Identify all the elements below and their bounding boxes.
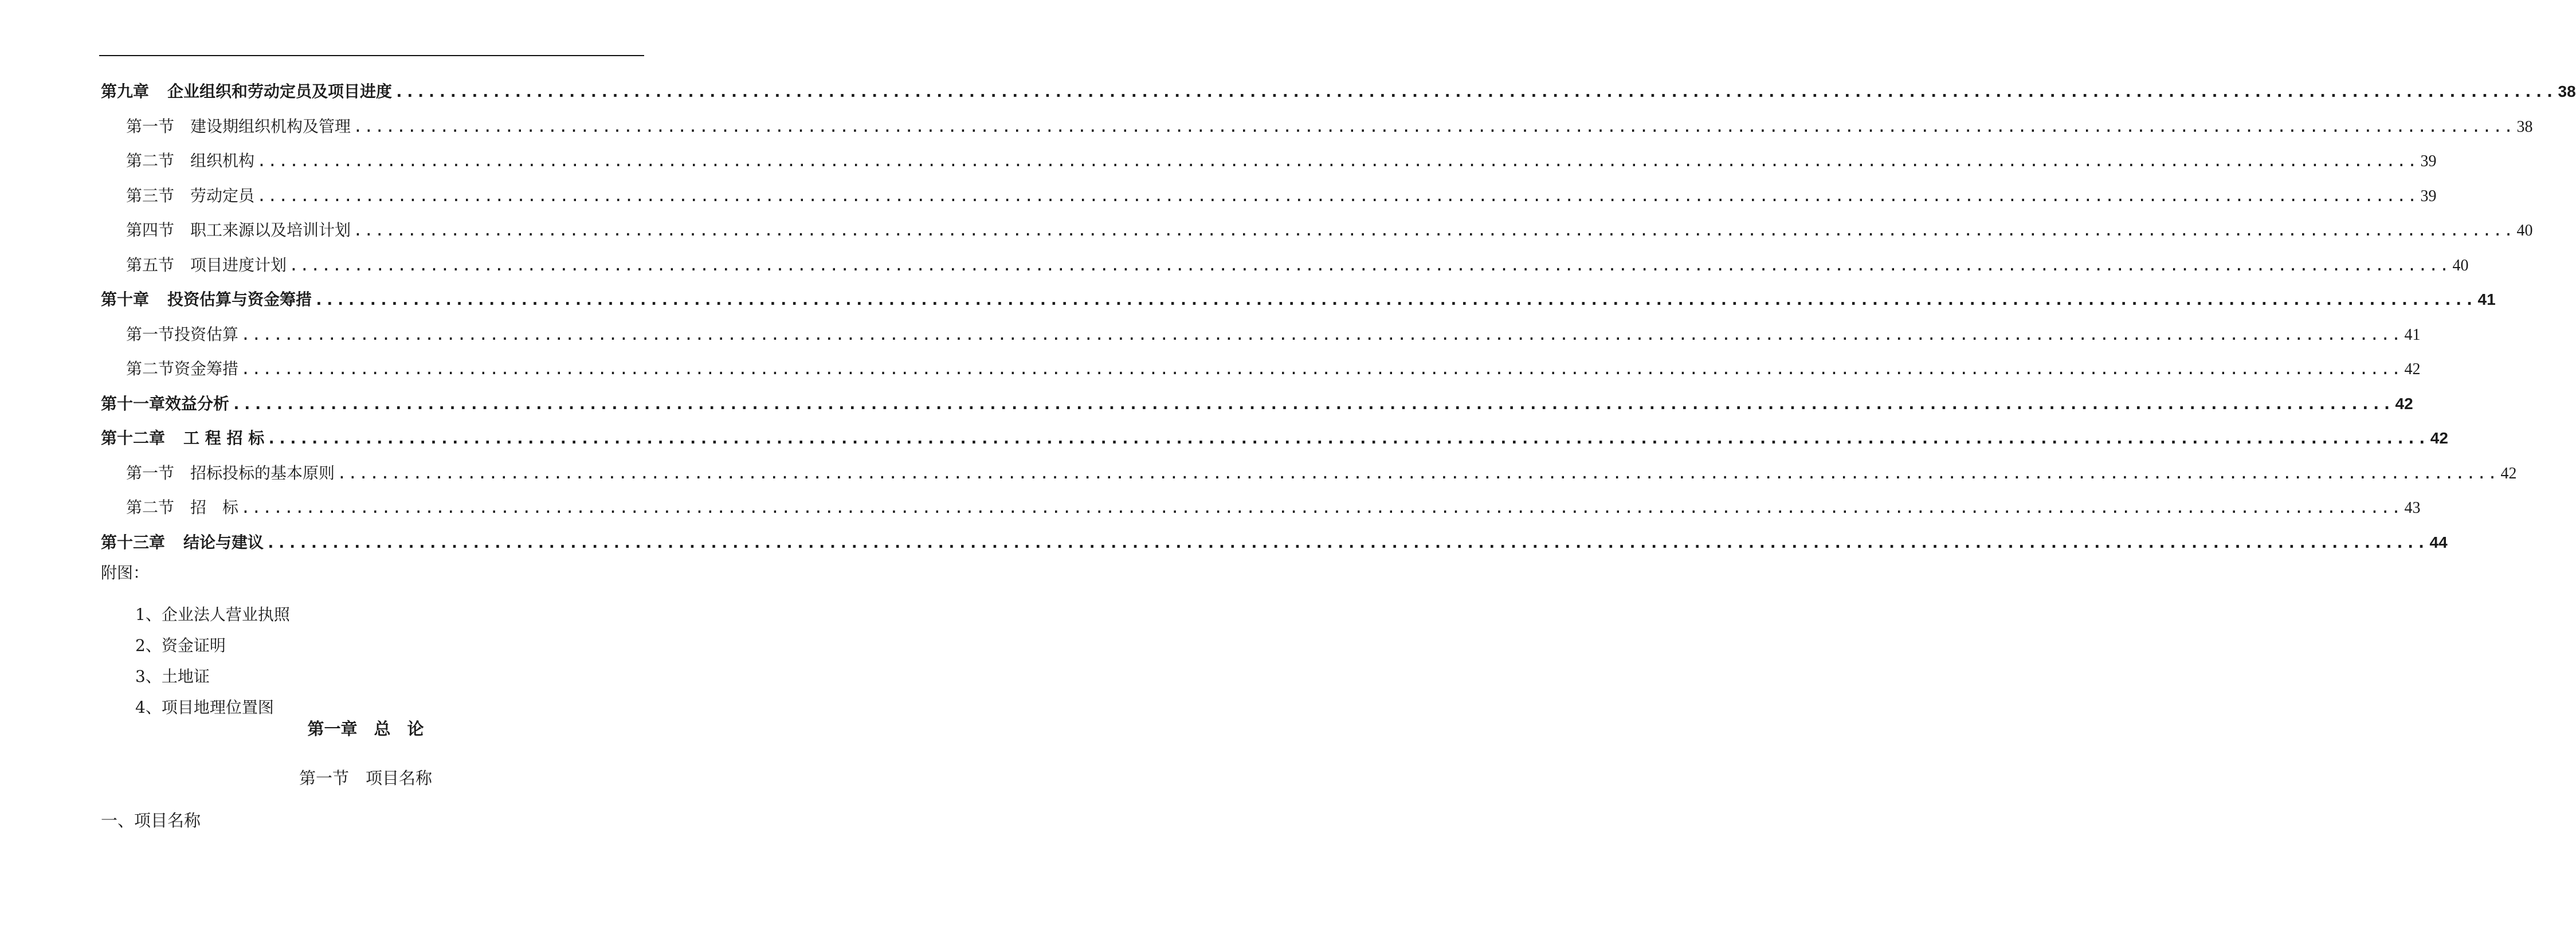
toc-entry-number: 第二节资金筹措: [126, 359, 239, 378]
toc-entry-number: 第一节: [126, 116, 175, 136]
toc-dot-leader: ........................................................................................................................................................................................................: [266, 429, 2428, 448]
appendix-item: 1、企业法人营业执照: [135, 605, 290, 624]
toc-page-number: 42: [2500, 464, 2517, 482]
toc-dot-leader: ........................................................................................................................................................................................................: [241, 359, 2402, 378]
chapter-heading: 第一章 总 论: [307, 719, 424, 739]
toc-entry-text: 劳动定员: [190, 186, 255, 205]
toc-chapter-entry[interactable]: [101, 282, 2496, 317]
toc-dot-leader: ........................................................................................................................................................................................................: [337, 463, 2499, 482]
toc-entry-text: 项目进度计划: [190, 255, 287, 274]
toc-entry-number: 第五节: [126, 255, 175, 274]
section-heading: 第一节 项目名称: [299, 768, 432, 788]
toc-dot-leader: ........................................................................................................................................................................................................: [266, 532, 2428, 552]
toc-page-number: 43: [2404, 499, 2421, 517]
toc-chapter-entry[interactable]: [101, 387, 2413, 422]
toc-page-number: 40: [2452, 256, 2469, 274]
toc-section-entry[interactable]: [101, 456, 2517, 491]
toc-entry-title: [126, 352, 238, 387]
appendix-item: 4、项目地理位置图: [135, 698, 274, 717]
toc-entry-number: 第二节: [126, 151, 175, 170]
appendix-list: [135, 599, 290, 723]
toc-page-number: 39: [2420, 152, 2437, 170]
toc-entry-text: 组织机构: [190, 151, 255, 170]
toc-chapter-entry[interactable]: [101, 74, 2576, 109]
toc-page-number: 42: [2395, 394, 2413, 413]
toc-page-number: 38: [2516, 117, 2533, 136]
toc-dot-leader: ........................................................................................................................................................................................................: [394, 82, 2556, 101]
toc-entry-title: [101, 525, 264, 560]
toc-entry-text: 投资估算与资金筹措: [167, 290, 312, 309]
toc-section-entry[interactable]: [101, 144, 2437, 179]
toc-section-entry[interactable]: [101, 248, 2469, 283]
toc-page-number: 38: [2558, 83, 2576, 100]
toc-entry-title: [101, 387, 229, 422]
toc-section-entry[interactable]: [101, 490, 2421, 525]
toc-entry-title: [126, 248, 287, 283]
toc-entry-title: [101, 74, 392, 109]
toc-entry-text: 建设期组织机构及管理: [190, 116, 351, 136]
toc-entry-number: 第三节: [126, 186, 175, 205]
toc-section-entry[interactable]: [101, 109, 2533, 144]
toc-entry-title: [101, 282, 312, 317]
toc-section-entry[interactable]: [101, 352, 2421, 387]
toc-dot-leader: ........................................................................................................................................................................................................: [232, 394, 2393, 413]
appendix-label: 附图：: [101, 563, 150, 582]
item-heading: 一、项目名称: [101, 811, 201, 830]
toc-entry-text: 工 程 招 标: [183, 429, 265, 448]
toc-entry-title: [126, 317, 238, 352]
toc-entry-text: 招 标: [190, 498, 239, 517]
toc-entry-text: 招标投标的基本原则: [190, 463, 335, 482]
toc-entry-text: 结论与建议: [183, 532, 264, 552]
toc-entry-title: [126, 144, 254, 179]
toc-page-number: 39: [2420, 187, 2437, 205]
header-rule: [99, 55, 644, 56]
toc-page-number: 41: [2404, 325, 2421, 344]
toc-dot-leader: ........................................................................................................................................................................................................: [241, 498, 2402, 517]
toc-page-number: 42: [2430, 429, 2448, 447]
toc-dot-leader: ........................................................................................................................................................................................................: [257, 186, 2418, 205]
toc-page-number: 40: [2516, 222, 2533, 240]
toc-dot-leader: ........................................................................................................................................................................................................: [241, 324, 2402, 344]
toc-entry-number: 第一节: [126, 463, 175, 482]
toc-entry-number: 第十一章效益分析: [101, 394, 230, 413]
toc-entry-title: [126, 109, 351, 144]
toc-dot-leader: ........................................................................................................................................................................................................: [257, 151, 2418, 170]
toc-chapter-entry[interactable]: [101, 421, 2448, 456]
toc-dot-leader: ........................................................................................................................................................................................................: [353, 116, 2515, 136]
toc-page-number: 42: [2404, 360, 2421, 378]
toc-entry-title: [126, 213, 351, 248]
toc-entry-number: 第一节投资估算: [126, 324, 239, 344]
toc-entry-title: [101, 421, 264, 456]
toc-entry-number: 第九章: [101, 82, 150, 101]
toc-entry-title: [126, 456, 335, 491]
toc-entry-number: 第四节: [126, 221, 175, 240]
toc-entry-title: [126, 490, 238, 525]
toc-entry-number: 第十二章: [101, 429, 166, 448]
toc-dot-leader: ........................................................................................................................................................................................................: [289, 255, 2450, 274]
toc-entry-text: 职工来源以及培训计划: [190, 221, 351, 240]
toc-dot-leader: ........................................................................................................................................................................................................: [314, 290, 2476, 309]
toc-section-entry[interactable]: [101, 179, 2437, 214]
toc-page-number: 41: [2477, 291, 2496, 308]
toc-entry-number: 第二节: [126, 498, 175, 517]
toc-page-number: 44: [2429, 533, 2448, 551]
toc-section-entry[interactable]: [101, 317, 2421, 352]
appendix-item: 3、土地证: [135, 667, 210, 686]
toc-entry-text: 企业组织和劳动定员及项目进度: [167, 82, 393, 101]
toc-chapter-entry[interactable]: [101, 525, 2448, 560]
toc-dot-leader: ........................................................................................................................................................................................................: [353, 221, 2515, 240]
toc-entry-title: [126, 179, 254, 214]
appendix-item: 2、资金证明: [135, 636, 226, 655]
table-of-contents: [101, 74, 2576, 560]
toc-entry-number: 第十章: [101, 290, 150, 309]
toc-section-entry[interactable]: [101, 213, 2533, 248]
toc-entry-number: 第十三章: [101, 532, 166, 552]
